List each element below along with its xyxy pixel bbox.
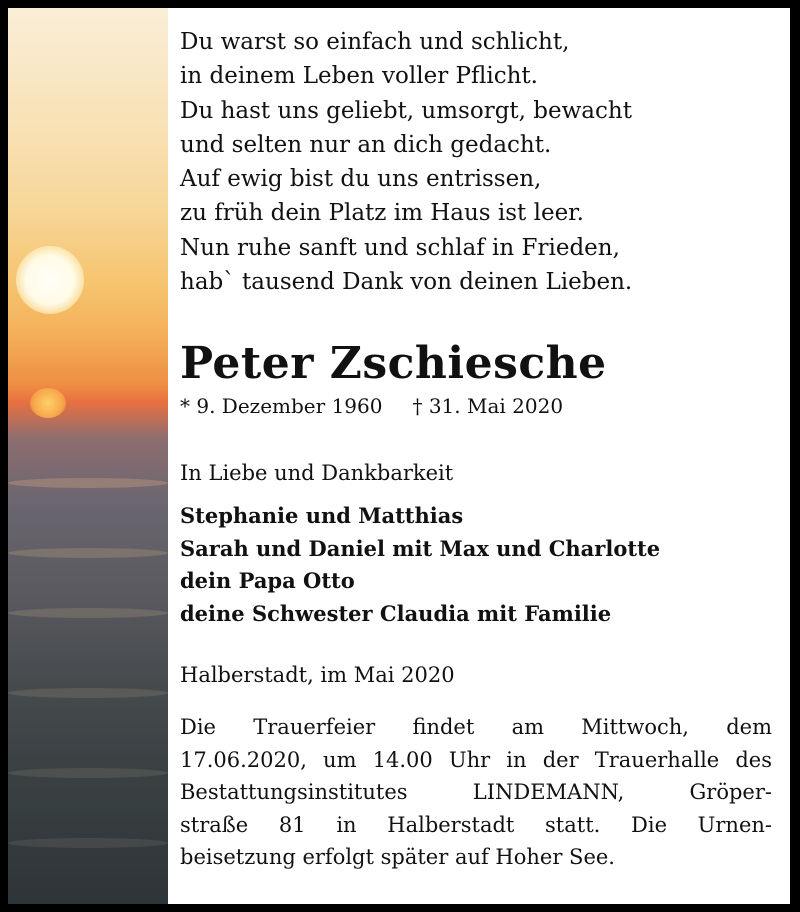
notice-line: straße 81 in Halberstadt statt. Die Urnen- [180,812,772,837]
poem-line: in deinem Leben voller Pflicht. [180,63,538,90]
mourner: Sarah und Daniel mit Max und Charlotte [180,535,661,561]
sunset-sea-photo [8,8,168,904]
mourner: dein Papa Otto [180,568,355,593]
poem-line: und selten nur an dich gedacht. [180,131,552,158]
poem-line: hab` tausend Dank von deinen Lieben. [180,269,633,296]
notice-line: 17.06.2020, um 14.00 Uhr in der Trauerhalle des [180,747,772,772]
poem-line: Auf ewig bist du uns entrissen, [180,166,542,193]
wave [8,608,168,618]
funeral-notice [180,711,772,874]
wave [8,548,168,558]
life-dates [180,394,563,418]
deceased-name: Peter Zschiesche [180,338,607,389]
mourners-list [180,500,660,630]
death-date: † 31. Mai 2020 [412,394,564,418]
wave [8,838,168,848]
poem-line: Nun ruhe sanft und schlaf in Frieden, [180,234,620,261]
poem-line: zu früh dein Platz im Haus ist leer. [180,200,584,227]
poem-line: Du warst so einfach und schlicht, [180,29,570,55]
poem-line: Du hast uns geliebt, umsorgt, bewacht [180,97,632,124]
place-date: Halberstadt, im Mai 2020 [180,663,455,687]
birth-date: * 9. Dezember 1960 [180,394,383,418]
sun-reflection [30,388,66,418]
mourner: deine Schwester Claudia mit Familie [180,600,612,626]
notice-line: Die Trauerfeier findet am Mittwoch, dem [180,715,772,739]
obituary-card [8,8,790,904]
sun-icon [16,246,84,314]
mourner: Stephanie und Matthias [180,503,464,528]
wave [8,478,168,488]
poem [180,25,632,299]
wave [8,688,168,698]
notice-line: Bestattungsinstitutes LINDEMANN, Gröper- [180,780,772,804]
wave [8,768,168,778]
mourners-intro: In Liebe und Dankbarkeit [180,461,454,485]
notice-line: beisetzung erfolgt später auf Hoher See. [180,845,615,869]
